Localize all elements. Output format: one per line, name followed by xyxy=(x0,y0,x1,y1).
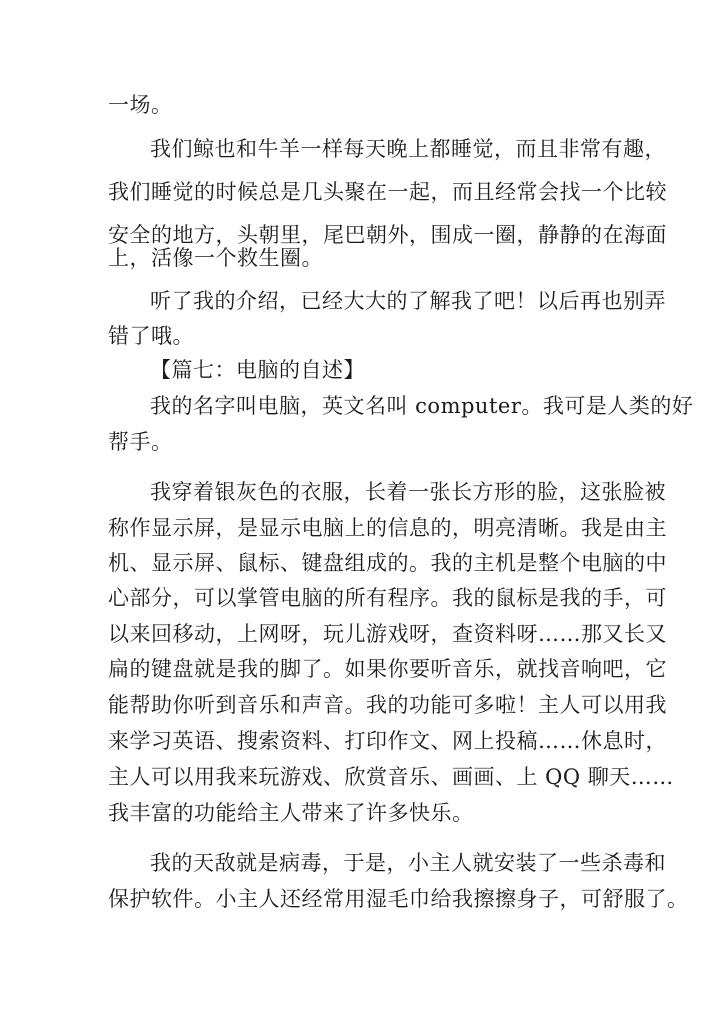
paragraph-line: 主人可以用我来玩游戏、欣赏音乐、画画、上 QQ 聊天…… xyxy=(108,765,674,789)
paragraph-line: 一场。 xyxy=(108,93,173,117)
paragraph-line: 能帮助你听到音乐和声音。我的功能可多啦！主人可以用我 xyxy=(108,693,667,717)
paragraph-line: 错了哦。 xyxy=(108,324,194,348)
paragraph-line: 扁的键盘就是我的脚了。如果你要听音乐，就找音响吧，它 xyxy=(108,657,667,681)
paragraph-line: 我们鲸也和牛羊一样每天晚上都睡觉，而且非常有趣， xyxy=(150,137,666,161)
section-heading: 【篇七：电脑的自述】 xyxy=(150,358,365,382)
paragraph-line: 我穿着银灰色的衣服，长着一张长方形的脸，这张脸被 xyxy=(150,480,666,504)
paragraph-line: 我丰富的功能给主人带来了许多快乐。 xyxy=(108,801,474,825)
paragraph-line: 我的天敌就是病毒，于是，小主人就安装了一些杀毒和 xyxy=(150,851,666,875)
paragraph-line: 听了我的介绍，已经大大的了解我了吧！以后再也别弄 xyxy=(150,289,666,313)
paragraph-line: 称作显示屏，是显示电脑上的信息的，明亮清晰。我是由主 xyxy=(108,516,667,540)
paragraph-line: 以来回移动，上网呀，玩儿游戏呀，查资料呀……那又长又 xyxy=(108,622,667,646)
paragraph-line: 我的名字叫电脑，英文名叫 computer。我可是人类的好 xyxy=(150,394,694,418)
paragraph-line: 上，活像一个救生圈。 xyxy=(108,246,323,270)
paragraph-line: 安全的地方，头朝里，尾巴朝外，围成一圈，静静的在海面 xyxy=(108,223,667,247)
paragraph-line: 机、显示屏、鼠标、键盘组成的。我的主机是整个电脑的中 xyxy=(108,551,667,575)
paragraph-line: 帮手。 xyxy=(108,430,173,454)
paragraph-line: 心部分，可以掌管电脑的所有程序。我的鼠标是我的手，可 xyxy=(108,586,667,610)
paragraph-line: 我们睡觉的时候总是几头聚在一起，而且经常会找一个比较 xyxy=(108,180,667,204)
paragraph-line: 保护软件。小主人还经常用湿毛巾给我擦擦身子，可舒服了。 xyxy=(108,887,689,911)
paragraph-line: 来学习英语、搜索资料、打印作文、网上投稿……休息时， xyxy=(108,729,667,753)
